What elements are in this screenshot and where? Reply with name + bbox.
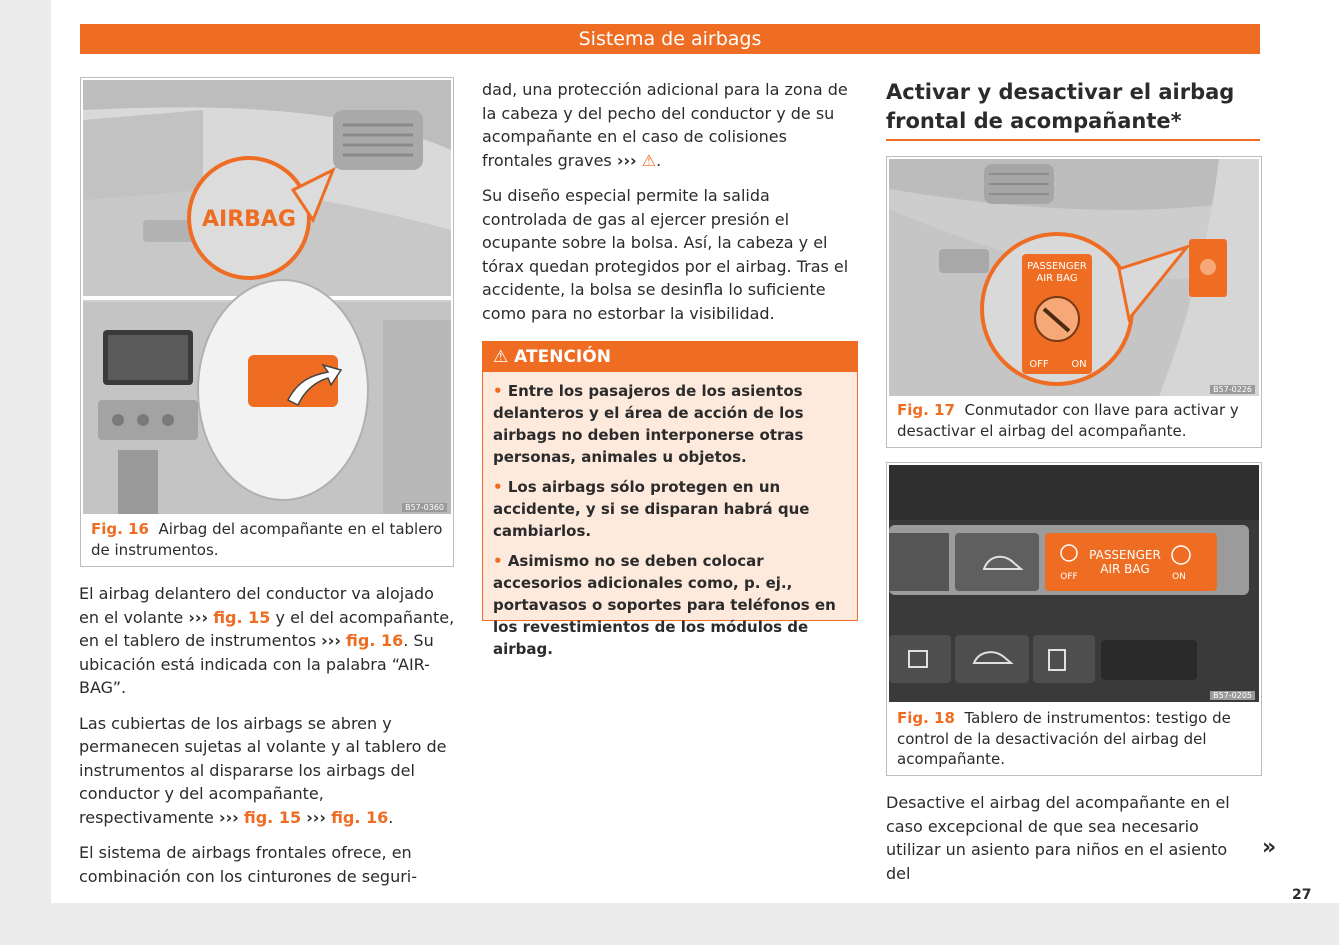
- lamp-label-on: ON: [1172, 572, 1186, 582]
- warning-header: [483, 342, 857, 372]
- warning-box: [482, 341, 858, 658]
- paragraph-deactivate: Desactive el airbag del acompañante en el caso excepcional de que sea necesario utilizar un asiento para niños en el asiento del: [886, 793, 1230, 883]
- lamp-label-passenger: PASSENGER: [1089, 548, 1161, 562]
- figure-16-caption-text: Airbag del acompañante en el tablero de instrumentos.: [91, 520, 443, 559]
- link-fig-16[interactable]: fig. 16: [346, 631, 404, 650]
- warning-title: ATENCIÓN: [514, 347, 611, 367]
- passenger-airbag-switch-illustration: [889, 159, 1259, 396]
- switch-label-airbag: AIR BAG: [1036, 273, 1078, 284]
- figure-16-number: Fig. 16: [91, 520, 149, 538]
- page-number: 27: [1292, 887, 1312, 903]
- figure-17-number: Fig. 17: [897, 401, 955, 419]
- warning-item: • Los airbags sólo protegen en un accidente, y si se disparan habrá que cambiarlos.: [493, 478, 810, 540]
- figure-16-image: [83, 80, 451, 514]
- figure-18-caption: [897, 708, 1247, 770]
- figure-18-number: Fig. 18: [897, 709, 955, 727]
- figure-18-image-code: B57-0205: [1210, 691, 1255, 700]
- warning-item: • Asimismo no se deben colocar accesorios adicionales como, p. ej., portavasos o soportes para teléfonos en los revestimientos de los módulos de airbag.: [493, 552, 836, 658]
- column-1-text: [79, 582, 455, 900]
- paragraph-protection: dad, una protección adicional para la zona de la cabeza y del pecho del conductor y de su acompañante en el caso de colisiones frontales graves ››› ⚠.: [482, 80, 848, 170]
- figure-18-image: [889, 465, 1259, 702]
- lamp-label-off: OFF: [1060, 572, 1078, 582]
- section-title-rule: [886, 139, 1260, 141]
- figure-18-caption-text: Tablero de instrumentos: testigo de control de la desactivación del airbag del acompañante.: [897, 709, 1231, 768]
- column-2-text: [482, 78, 856, 337]
- lamp-label-airbag: AIR BAG: [1100, 562, 1150, 576]
- paragraph-frontal-airbags: El sistema de airbags frontales ofrece, en combinación con los cinturones de seguri-: [79, 843, 418, 886]
- warning-item: • Entre los pasajeros de los asientos delanteros y el área de acción de los airbags no deben interponerse otras personas, animales u objetos.: [493, 382, 804, 466]
- figure-17-image-code: B57-0226: [1210, 385, 1255, 394]
- instrument-panel-indicator-illustration: [889, 465, 1259, 702]
- switch-label-off: OFF: [1029, 359, 1049, 370]
- figure-17: [886, 156, 1262, 448]
- warning-triangle-icon: ⚠: [493, 347, 509, 367]
- section-title: Activar y desactivar el airbag frontal de acompañante*: [886, 80, 1235, 133]
- dashboard-airbag-illustration: [83, 80, 451, 514]
- warning-triangle-icon: ⚠: [641, 150, 657, 170]
- figure-17-image: [889, 159, 1259, 396]
- continue-mark: »: [1262, 835, 1277, 860]
- link-fig-16[interactable]: fig. 16: [331, 807, 389, 827]
- airbag-lettering: AIRBAG: [201, 207, 297, 232]
- figure-17-caption: [897, 400, 1253, 441]
- figure-16-image-code: B57-0360: [402, 503, 447, 512]
- link-fig-15[interactable]: fig. 15: [213, 607, 271, 627]
- warning-body: [483, 372, 857, 660]
- paragraph-design: Su diseño especial permite la salida controlada de gas al ejercer presión el ocupante sobre la bolsa. Así, la cabeza y el tórax quedan protegidos por el airbag. Tras el accidente, la bolsa se desinfla lo suficiente como para no estorbar la visibilidad.: [482, 186, 849, 323]
- link-fig-15[interactable]: fig. 15: [243, 807, 302, 827]
- column-3-text: [886, 791, 1248, 897]
- switch-label-passenger: PASSENGER: [1027, 261, 1087, 272]
- switch-label-on: ON: [1071, 359, 1087, 370]
- paragraph-airbag-location: El airbag delantero del conductor va alojado en el volante ››› fig. 15 y el del acompañante, en el tablero de instrumentos ››› fig. 16. Su ubicación está indicada con la palabra “AIR-BAG”.: [79, 584, 455, 697]
- figure-18: [886, 462, 1262, 776]
- figure-16: [80, 77, 454, 567]
- figure-16-caption: [91, 519, 443, 560]
- figure-17-caption-text: Conmutador con llave para activar y desactivar el airbag del acompañante.: [897, 401, 1239, 440]
- paragraph-airbag-covers: Las cubiertas de los airbags se abren y permanecen sujetas al volante y al tablero de instrumentos al dispararse los airbags del conductor y del acompañante, respectivamente ››› fig. 15 ››› fig. 16.: [79, 713, 447, 827]
- chapter-header: Sistema de airbags: [80, 24, 1260, 54]
